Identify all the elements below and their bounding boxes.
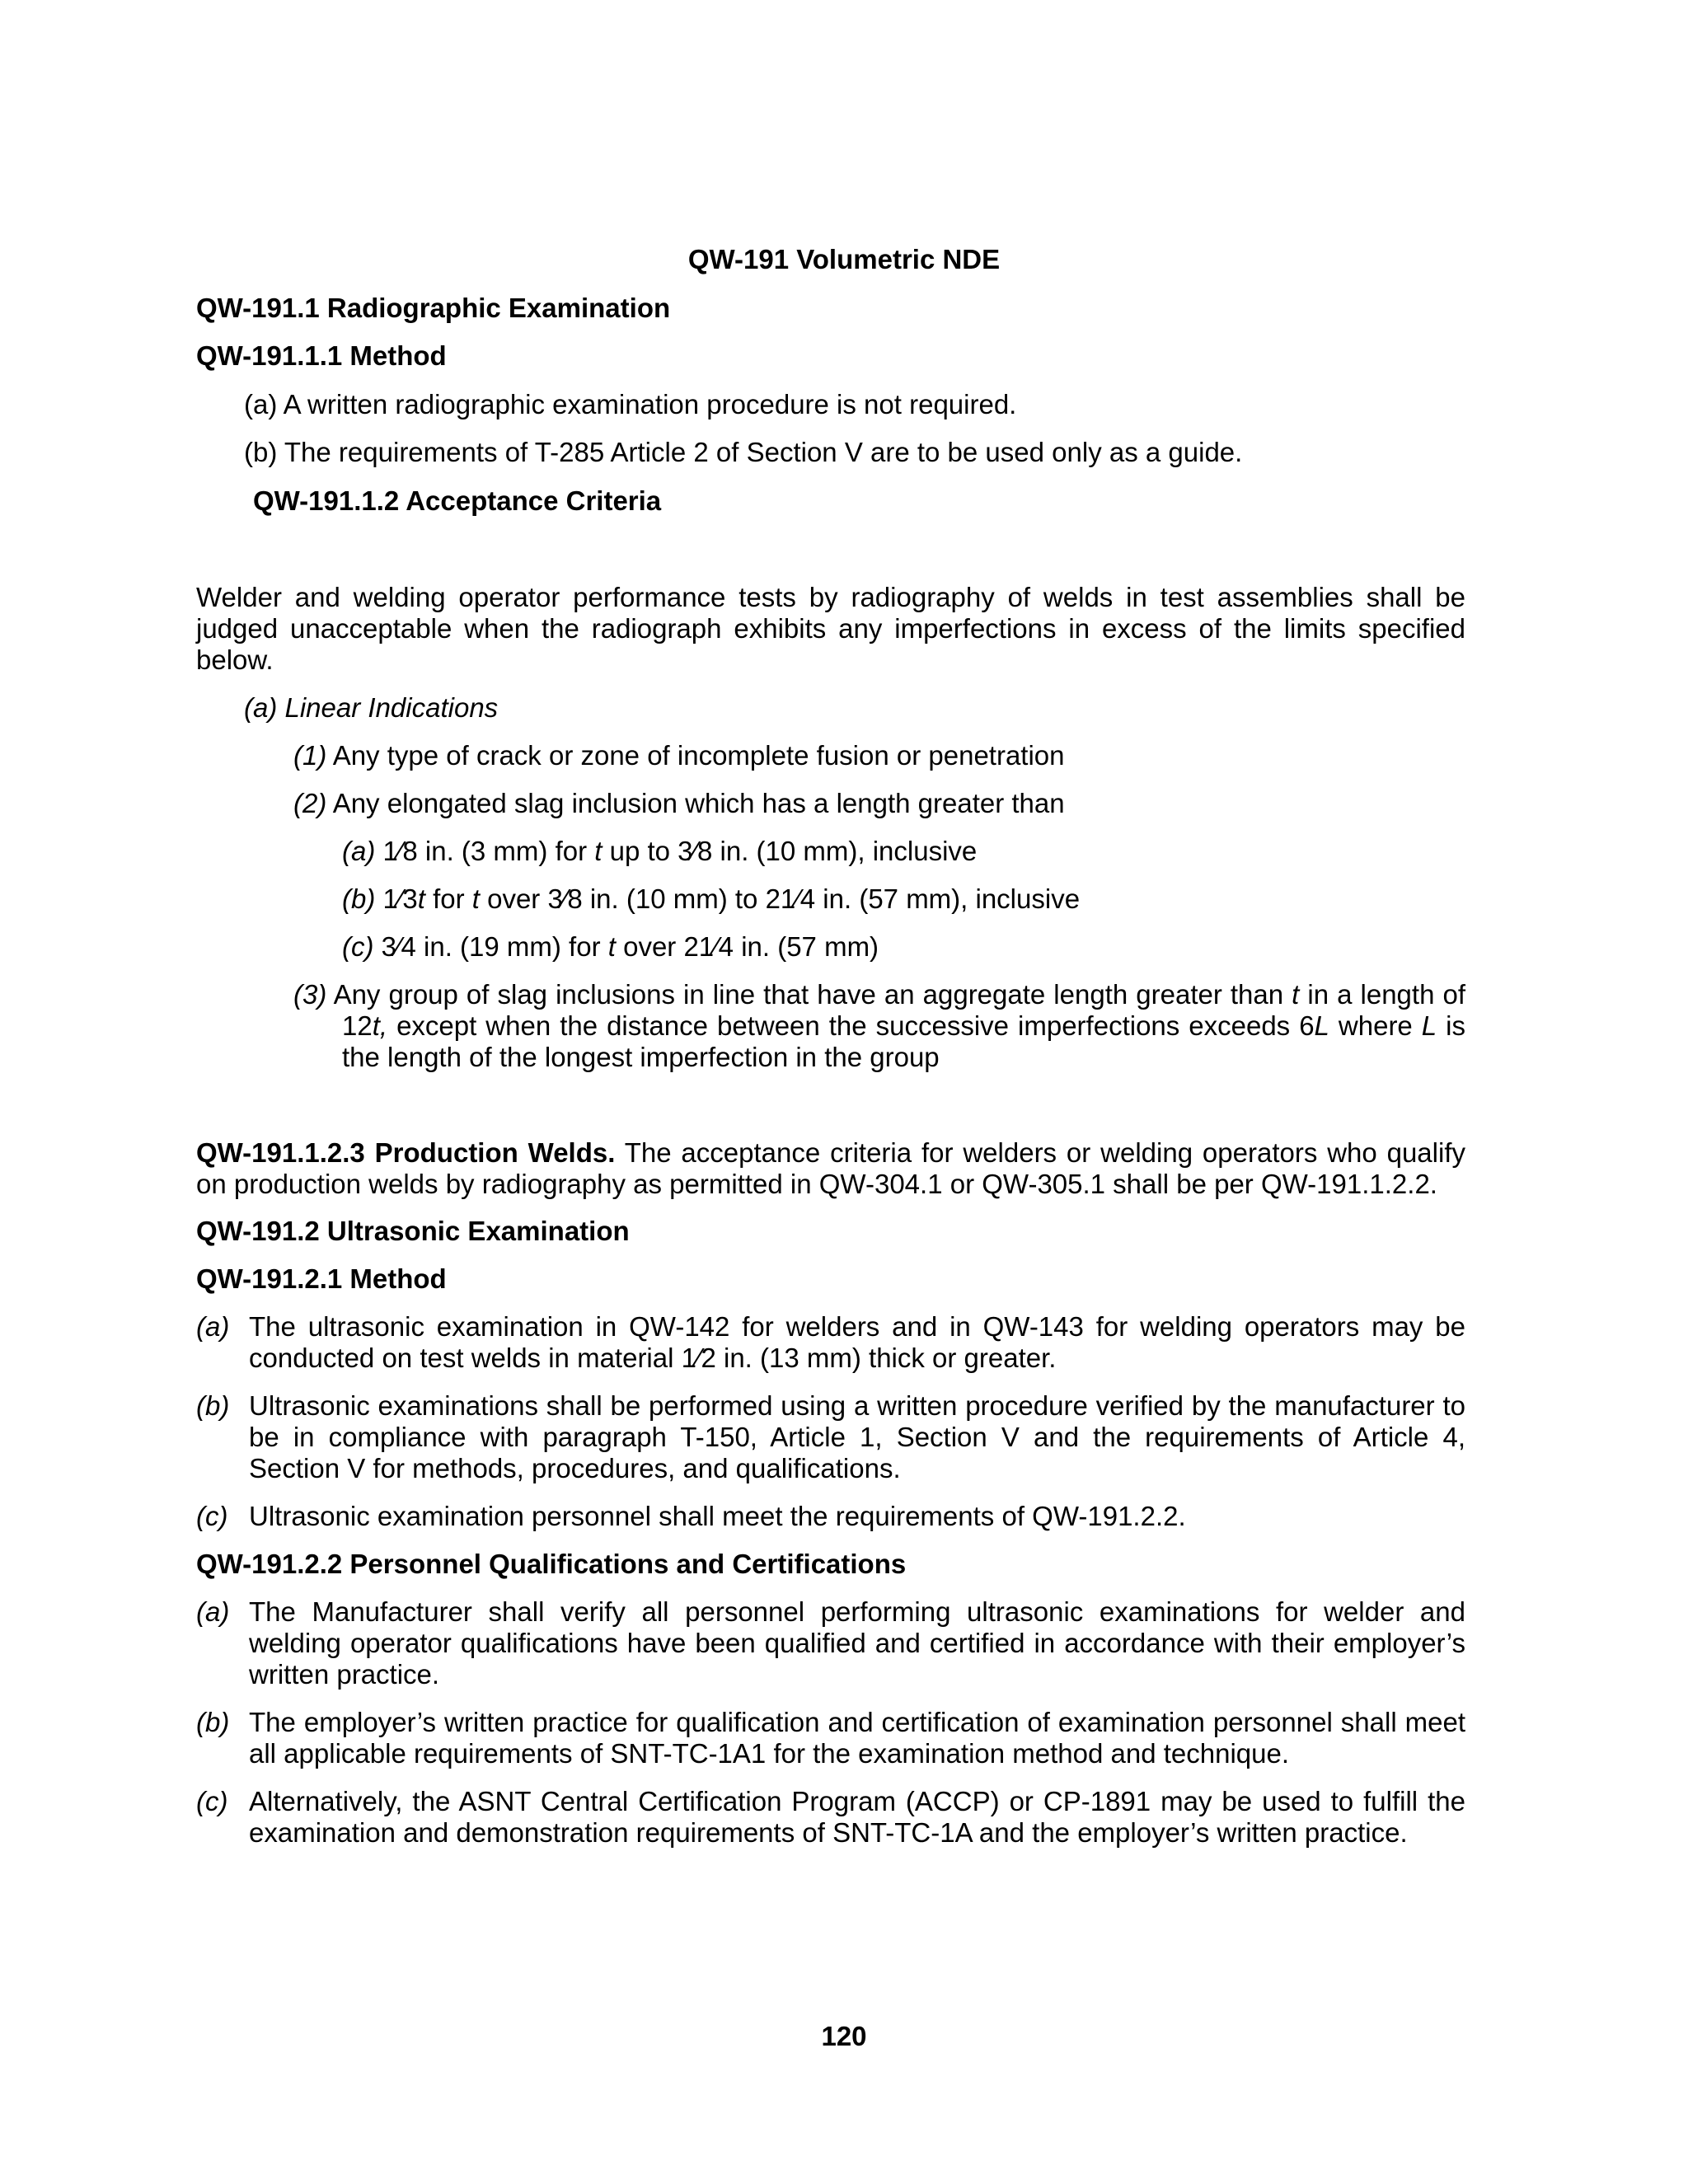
ultrasonic-method-item-b: (b) Ultrasonic examinations shall be performed using a written procedure verified by the manufacturer to be in compliance with paragraph T-150, Article 1, Section V and the requirements of Article 4, Section V for methods, procedures, and qualifications. — [196, 1390, 1465, 1483]
method-item-a: (a) A written radiographic examination procedure is not required. — [244, 389, 1017, 419]
linear-subitem-2c: (c) 3⁄4 in. (19 mm) for t over 21⁄4 in. (57 mm) — [342, 931, 879, 962]
subheading-ultrasonic-method: QW-191.2.1 Method — [196, 1263, 447, 1294]
personnel-item-c: (c) Alternatively, the ASNT Central Certification Program (ACCP) or CP-1891 may be used to fulfill the examination and demonstration requirements of SNT-TC-1A and the employer’s written practice. — [196, 1786, 1465, 1848]
acceptance-intro-paragraph: Welder and welding operator performance tests by radiography of welds in test assemblies shall be judged unacceptable when the radiograph exhibits any imperfections in excess of the limits specified below. — [196, 582, 1465, 675]
page-title: QW-191 Volumetric NDE — [687, 244, 1001, 274]
subheading-method: QW-191.1.1 Method — [196, 340, 447, 371]
section-heading-ultrasonic: QW-191.2 Ultrasonic Examination — [196, 1216, 630, 1246]
ultrasonic-method-item-a: (a) The ultrasonic examination in QW-142 for welders and in QW-143 for welding operators may be conducted on test welds in material 1⁄2 in. (13 mm) thick or greater. — [196, 1311, 1465, 1373]
production-welds-paragraph: QW-191.1.2.3 Production Welds. The acceptance criteria for welders or welding operators who qualify on production welds by radiography as permitted in QW-304.1 or QW-305.1 shall be per QW-191.1.2.2. — [196, 1137, 1465, 1199]
linear-indications-heading: (a) Linear Indications — [244, 692, 499, 723]
ultrasonic-method-item-c: (c) Ultrasonic examination personnel shall meet the requirements of QW-191.2.2. — [196, 1501, 1186, 1531]
linear-item-3: (3) Any group of slag inclusions in line that have an aggregate length greater than t in a length of 12t, except when the distance between the successive imperfections exceeds 6L where L is the length of the longest imperfection in the group — [293, 979, 1465, 1072]
subheading-acceptance-criteria: QW-191.1.2 Acceptance Criteria — [253, 485, 662, 516]
linear-subitem-2a: (a) 1⁄8 in. (3 mm) for t up to 3⁄8 in. (10 mm), inclusive — [342, 836, 978, 866]
method-item-b: (b) The requirements of T-285 Article 2 of Section V are to be used only as a guide. — [244, 437, 1243, 467]
personnel-item-b: (b) The employer’s written practice for qualification and certification of examination personnel shall meet all applicable requirements of SNT-TC-1A1 for the examination method and technique. — [196, 1707, 1465, 1769]
subheading-personnel-qualifications: QW-191.2.2 Personnel Qualifications and Certifications — [196, 1549, 907, 1579]
linear-item-2: (2) Any elongated slag inclusion which has a length greater than — [293, 788, 1065, 818]
page-number: 120 — [821, 2021, 867, 2051]
section-heading-radiographic: QW-191.1 Radiographic Examination — [196, 293, 671, 323]
personnel-item-a: (a) The Manufacturer shall verify all personnel performing ultrasonic examinations for welder and welding operator qualifications have been qualified and certified in accordance with their employer’s written practice. — [196, 1596, 1465, 1690]
linear-subitem-2b: (b) 1⁄3t for t over 3⁄8 in. (10 mm) to 21⁄4 in. (57 mm), inclusive — [342, 883, 1081, 914]
linear-item-1: (1) Any type of crack or zone of incomplete fusion or penetration — [293, 740, 1065, 771]
